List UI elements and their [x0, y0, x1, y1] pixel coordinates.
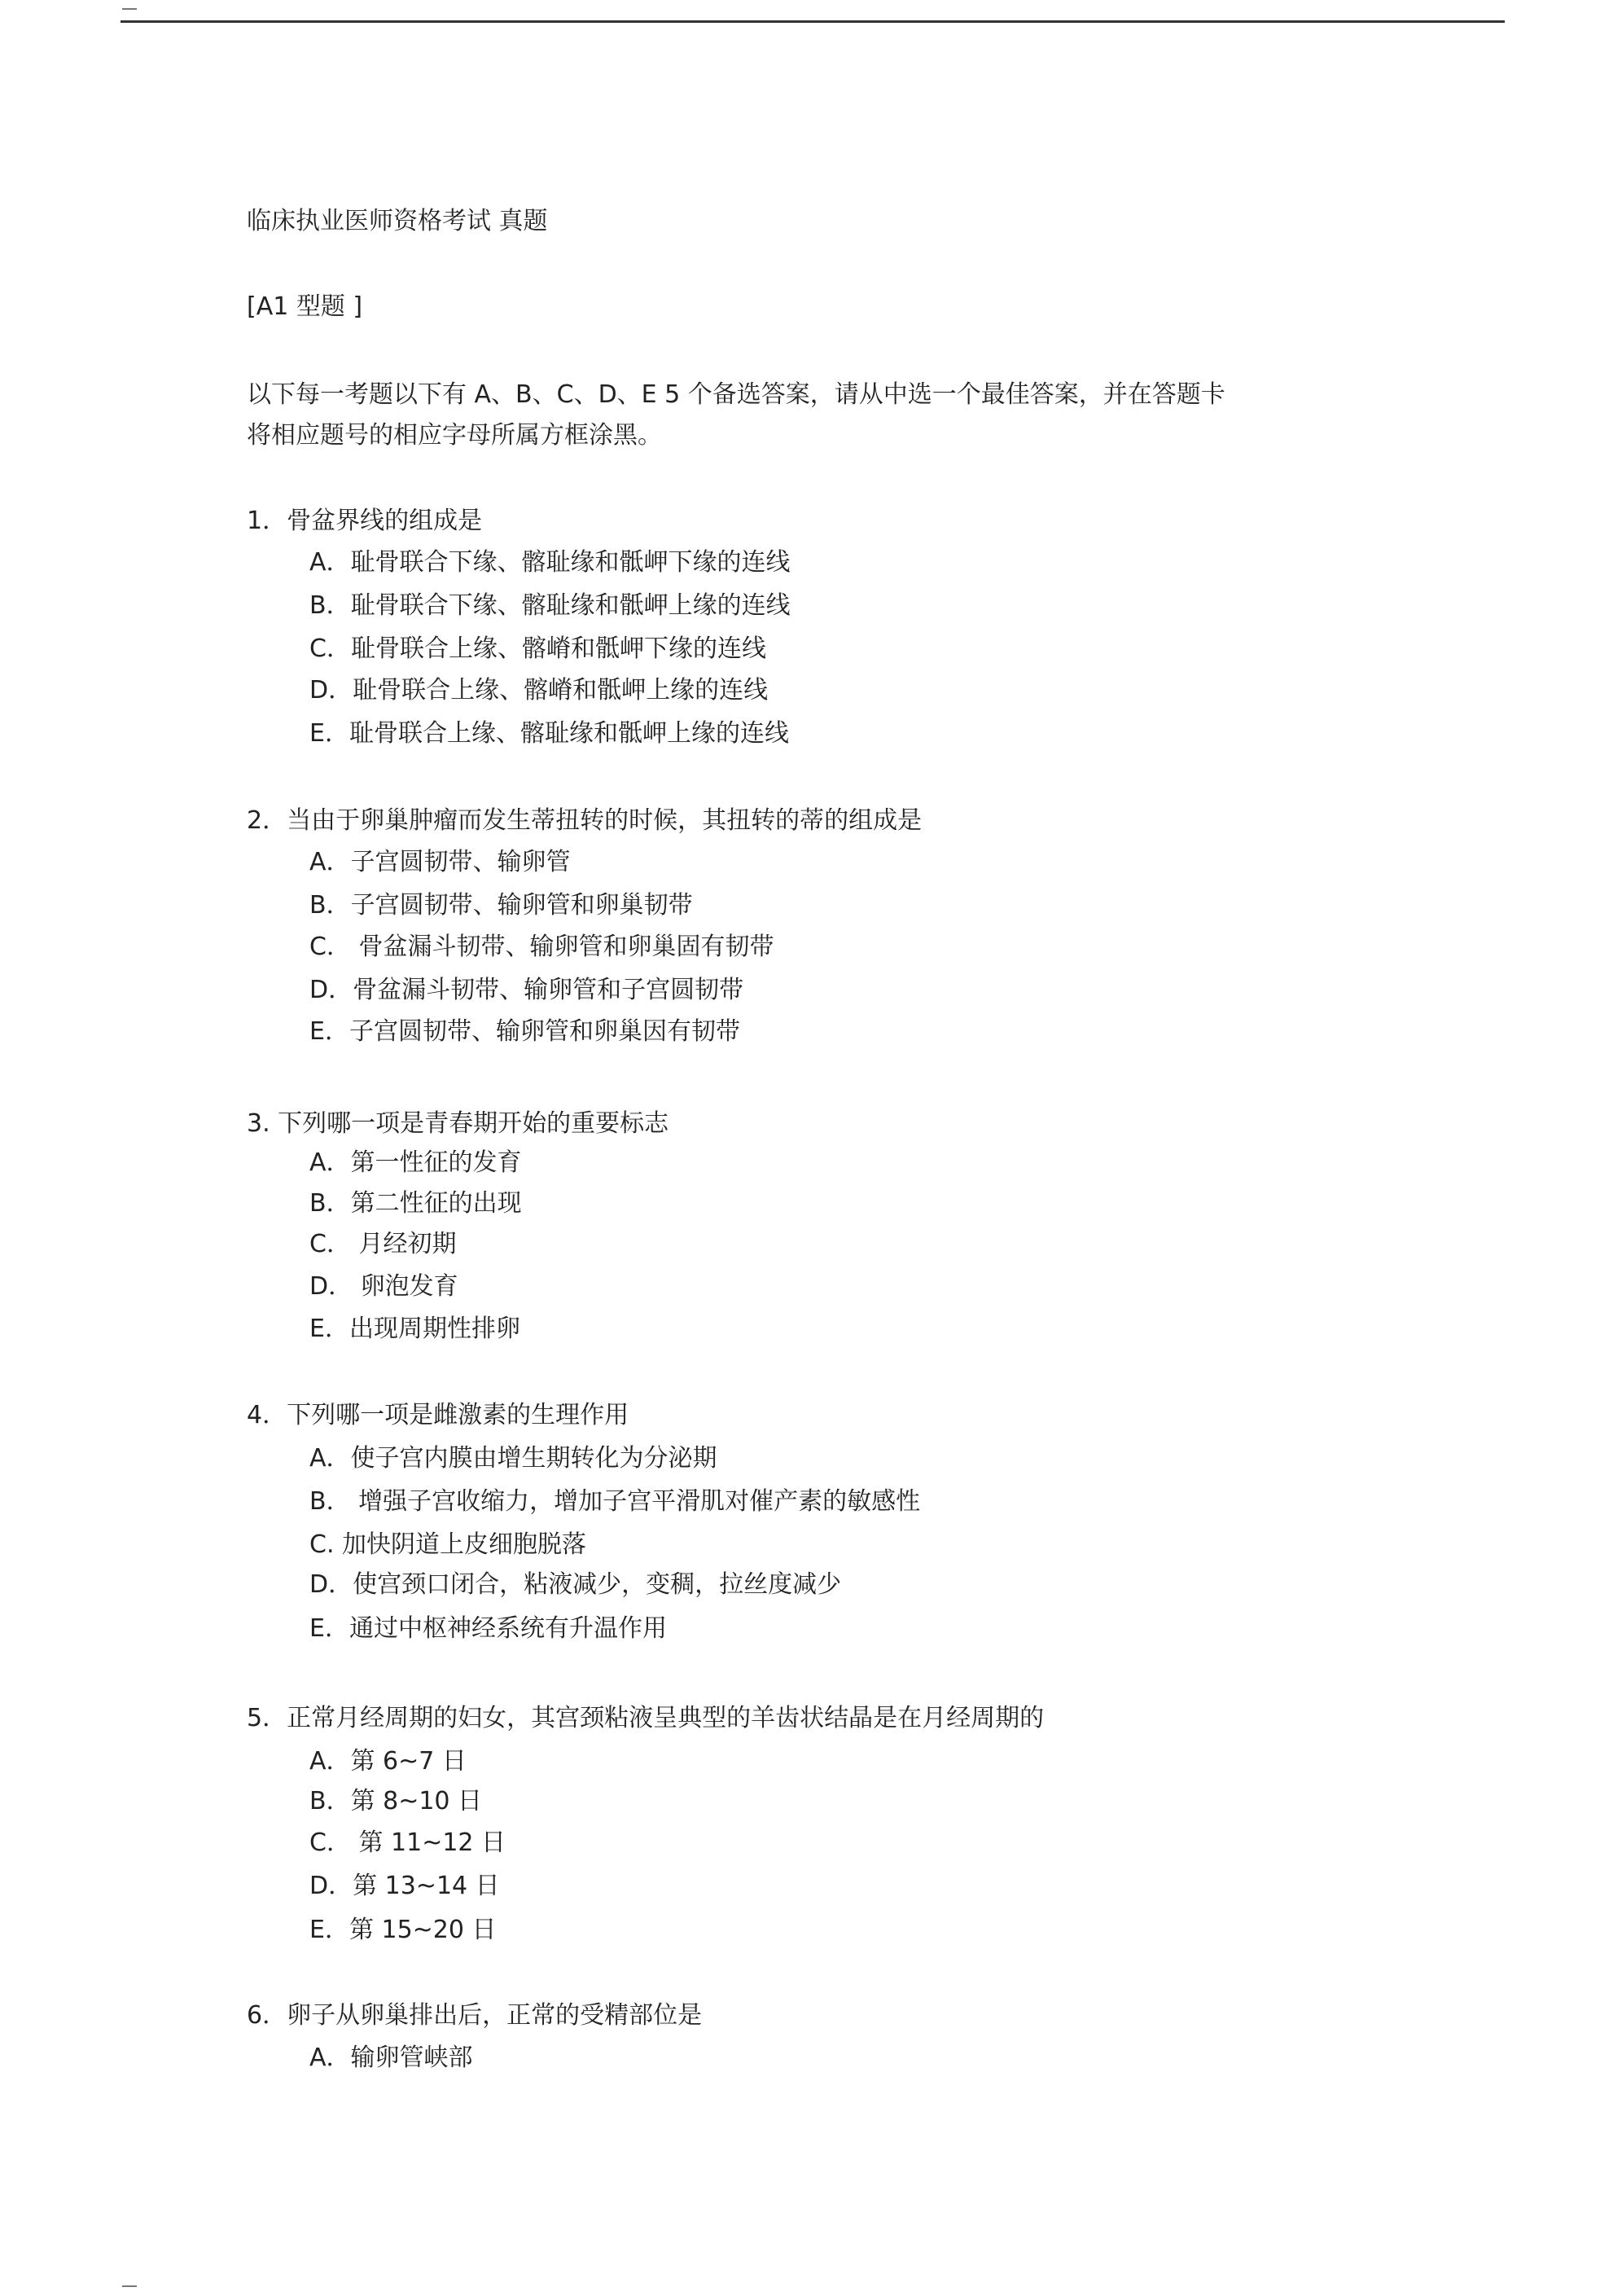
question-3-stem: 3. 下列哪一项是青春期开始的重要标志	[247, 1109, 669, 1138]
question-3-option-e: E．出现周期性排卵	[309, 1315, 520, 1343]
question-3-option-c: C． 月经初期	[309, 1230, 457, 1258]
page-title: 临床执业医师资格考试 真题	[247, 207, 548, 235]
question-5-stem: 5．正常月经周期的妇女，其宫颈粘液呈典型的羊齿状结晶是在月经周期的	[247, 1704, 1045, 1732]
question-2-option-b: B．子宫圆韧带、输卵管和卵巢韧带	[309, 891, 693, 920]
question-2-option-e: E．子宫圆韧带、输卵管和卵巢因有韧带	[309, 1017, 740, 1046]
question-1-stem: 1．骨盆界线的组成是	[247, 507, 483, 535]
question-2-option-d: D．骨盆漏斗韧带、输卵管和子宫圆韧带	[309, 976, 744, 1004]
question-6-option-a: A．输卵管峡部	[309, 2044, 473, 2072]
question-4-option-c: C. 加快阴道上皮细胞脱落	[309, 1530, 587, 1559]
question-1-option-d: D．耻骨联合上缘、髂嵴和骶岬上缘的连线	[309, 676, 769, 705]
section-heading: [A1 型题 ]	[247, 292, 363, 321]
question-5-option-a: A．第 6~7 日	[309, 1747, 467, 1776]
question-1-option-e: E．耻骨联合上缘、髂耻缘和骶岬上缘的连线	[309, 719, 789, 748]
question-5-option-d: D．第 13~14 日	[309, 1872, 500, 1900]
question-6-stem: 6．卵子从卵巢排出后，正常的受精部位是	[247, 2001, 703, 2030]
instructions-line-1: 以下每一考题以下有 A、B、C、D、E 5 个备选答案，请从中选一个最佳答案，并在答题卡	[247, 380, 1225, 409]
question-2-option-c: C． 骨盆漏斗韧带、输卵管和卵巢固有韧带	[309, 933, 774, 961]
question-5-option-e: E．第 15~20 日	[309, 1916, 497, 1944]
question-4-stem: 4．下列哪一项是雌激素的生理作用	[247, 1401, 629, 1429]
question-2-option-a: A．子宫圆韧带、输卵管	[309, 848, 571, 876]
question-1-option-b: B．耻骨联合下缘、髂耻缘和骶岬上缘的连线	[309, 591, 791, 620]
instructions-line-2: 将相应题号的相应字母所属方框涂黑。	[247, 421, 662, 450]
question-5-option-c: C． 第 11~12 日	[309, 1828, 506, 1857]
question-1-option-c: C．耻骨联合上缘、髂嵴和骶岬下缘的连线	[309, 634, 766, 663]
question-4-option-e: E．通过中枢神经系统有升温作用	[309, 1614, 667, 1643]
question-4-option-a: A．使子宫内膜由增生期转化为分泌期	[309, 1444, 717, 1473]
question-4-option-d: D．使宫颈口闭合，粘液减少，变稠，拉丝度减少	[309, 1570, 842, 1599]
footer-mark	[122, 2285, 137, 2287]
question-2-stem: 2．当由于卵巢肿瘤而发生蒂扭转的时候，其扭转的蒂的组成是	[247, 806, 923, 835]
question-5-option-b: B．第 8~10 日	[309, 1787, 483, 1815]
question-3-option-a: A．第一性征的发育	[309, 1148, 522, 1177]
question-3-option-d: D． 卵泡发育	[309, 1272, 458, 1301]
header-rule	[121, 20, 1505, 23]
question-1-option-a: A．耻骨联合下缘、髂耻缘和骶岬下缘的连线	[309, 548, 791, 577]
question-4-option-b: B． 增强子宫收缩力，增加子宫平滑肌对催产素的敏感性	[309, 1487, 921, 1516]
header-mark	[122, 8, 137, 10]
question-3-option-b: B．第二性征的出现	[309, 1189, 522, 1218]
